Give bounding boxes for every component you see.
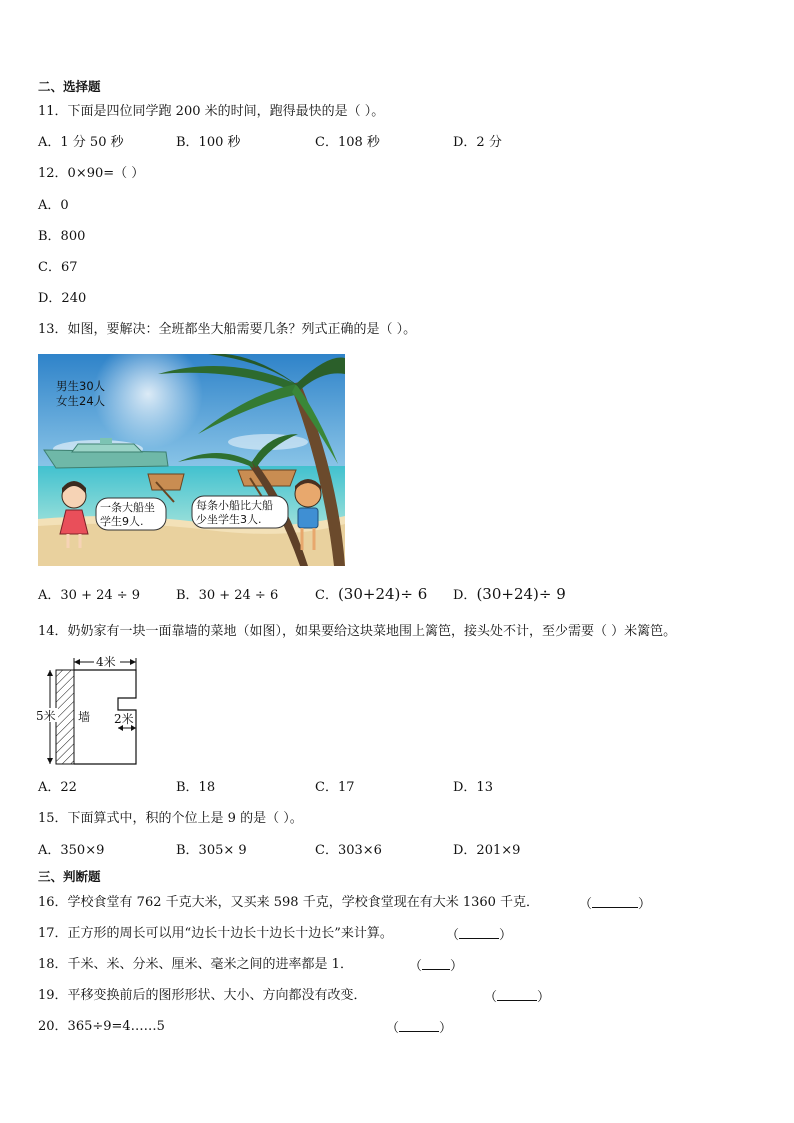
wall-label: 墙	[78, 710, 91, 724]
q14-option-c: C．17	[315, 780, 355, 795]
q13-option-c-letter: C．	[315, 588, 338, 603]
bubble-right-line2: 少坐学生3人.	[196, 513, 262, 526]
q20-answer-blank[interactable]	[386, 1019, 452, 1037]
q13-option-a-letter: A．	[38, 588, 61, 603]
q18-answer-blank[interactable]	[409, 957, 463, 975]
question-16-stem: 16．学校食堂有 762 千克大米，又买来 598 千克，学校食堂现在有大米 1360 千克．	[38, 895, 540, 910]
q13-option-c	[315, 586, 427, 604]
q18-blank-line	[422, 957, 450, 970]
girls-count-label: 女生24人	[56, 394, 106, 408]
q14-option-d: D．13	[453, 780, 493, 795]
boys-count-label: 男生30人	[56, 379, 106, 393]
q18-paren-open: （	[409, 959, 423, 974]
q19-paren-open: （	[484, 990, 498, 1005]
question-14-stem: 14．奶奶家有一块一面靠墙的菜地（如图），如果要给这块菜地围上篱笆，接头处不计，至少需要（ ）米篱笆。	[38, 624, 677, 639]
q13-option-d-letter: D．	[453, 588, 477, 603]
q15-option-c: C．303×6	[315, 843, 382, 858]
section-title-judgement: 三、判断题	[38, 869, 101, 884]
top-length-label: 4米	[96, 655, 116, 669]
q13-option-b-letter: B．	[176, 588, 199, 603]
left-length-label: 5米	[36, 709, 56, 723]
q14-option-a: A．22	[38, 780, 77, 795]
question-19-stem: 19．平移变换前后的图形形状、大小、方向都没有改变．	[38, 988, 367, 1003]
bubble-left-line2: 学生9人.	[100, 515, 144, 528]
question-11-stem: 11．下面是四位同学跑 200 米的时间，跑得最快的是（ ）。	[38, 104, 385, 119]
bubble-right-line1: 每条小船比大船	[196, 499, 273, 512]
q16-paren-close: ）	[638, 897, 652, 912]
q12-option-d: D．240	[38, 291, 87, 306]
q11-option-b: B．100 秒	[176, 135, 241, 150]
q11-option-c: C．108 秒	[315, 135, 380, 150]
q15-option-d: D．201×9	[453, 843, 521, 858]
q19-answer-blank[interactable]	[484, 988, 550, 1006]
q17-paren-open: （	[446, 928, 460, 943]
q20-blank-line	[399, 1019, 439, 1032]
q12-option-c: C．67	[38, 260, 78, 275]
question-13-stem: 13．如图，要解决：全班都坐大船需要几条？列式正确的是（ ）。	[38, 322, 417, 337]
question-12-stem: 12．0×90=（ ）	[38, 166, 145, 181]
q12-option-b: B．800	[38, 229, 86, 244]
q13-option-a	[38, 588, 140, 604]
q16-paren-open: （	[579, 897, 593, 912]
bubble-left-line1: 一条大船坐	[100, 501, 155, 514]
section-title-choice: 二、选择题	[38, 79, 101, 94]
question-18-stem: 18．千米、米、分米、厘米、毫米之间的进率都是 1．	[38, 957, 353, 972]
question-20-stem: 20．365÷9=4……5	[38, 1019, 165, 1034]
q17-blank-line	[459, 926, 499, 939]
q19-paren-close: ）	[537, 990, 551, 1005]
q15-option-b: B．305× 9	[176, 843, 247, 858]
garden-wall-figure	[36, 654, 146, 770]
q13-option-d	[453, 586, 566, 604]
q13-option-b-expr: 30 + 24 ÷ 6	[198, 588, 279, 603]
q15-option-a: A．350×9	[38, 843, 105, 858]
q11-option-d: D．2 分	[453, 135, 502, 150]
q13-option-c-expr: (30+24)÷ 6	[337, 585, 428, 603]
beach-boats-illustration	[38, 354, 345, 566]
q20-paren-close: ）	[439, 1021, 453, 1036]
q20-paren-open: （	[386, 1021, 400, 1036]
q13-option-a-expr: 30 + 24 ÷ 9	[60, 588, 141, 603]
q16-blank-line	[592, 895, 638, 908]
q17-paren-close: ）	[499, 928, 513, 943]
q17-answer-blank[interactable]	[446, 926, 512, 944]
q18-paren-close: ）	[450, 959, 464, 974]
q16-answer-blank[interactable]	[579, 895, 651, 913]
question-17-stem: 17．正方形的周长可以用“边长十边长十边长十边长”来计算。	[38, 926, 393, 941]
question-15-stem: 15．下面算式中，积的个位上是 9 的是（ ）。	[38, 811, 303, 826]
q13-option-b	[176, 588, 278, 604]
q14-option-b: B．18	[176, 780, 216, 795]
q12-option-a: A．0	[38, 198, 69, 213]
q13-option-d-expr: (30+24)÷ 9	[476, 585, 566, 603]
q19-blank-line	[497, 988, 537, 1001]
inner-length-label: 2米	[114, 712, 134, 726]
q11-option-a: A．1 分 50 秒	[38, 135, 124, 150]
